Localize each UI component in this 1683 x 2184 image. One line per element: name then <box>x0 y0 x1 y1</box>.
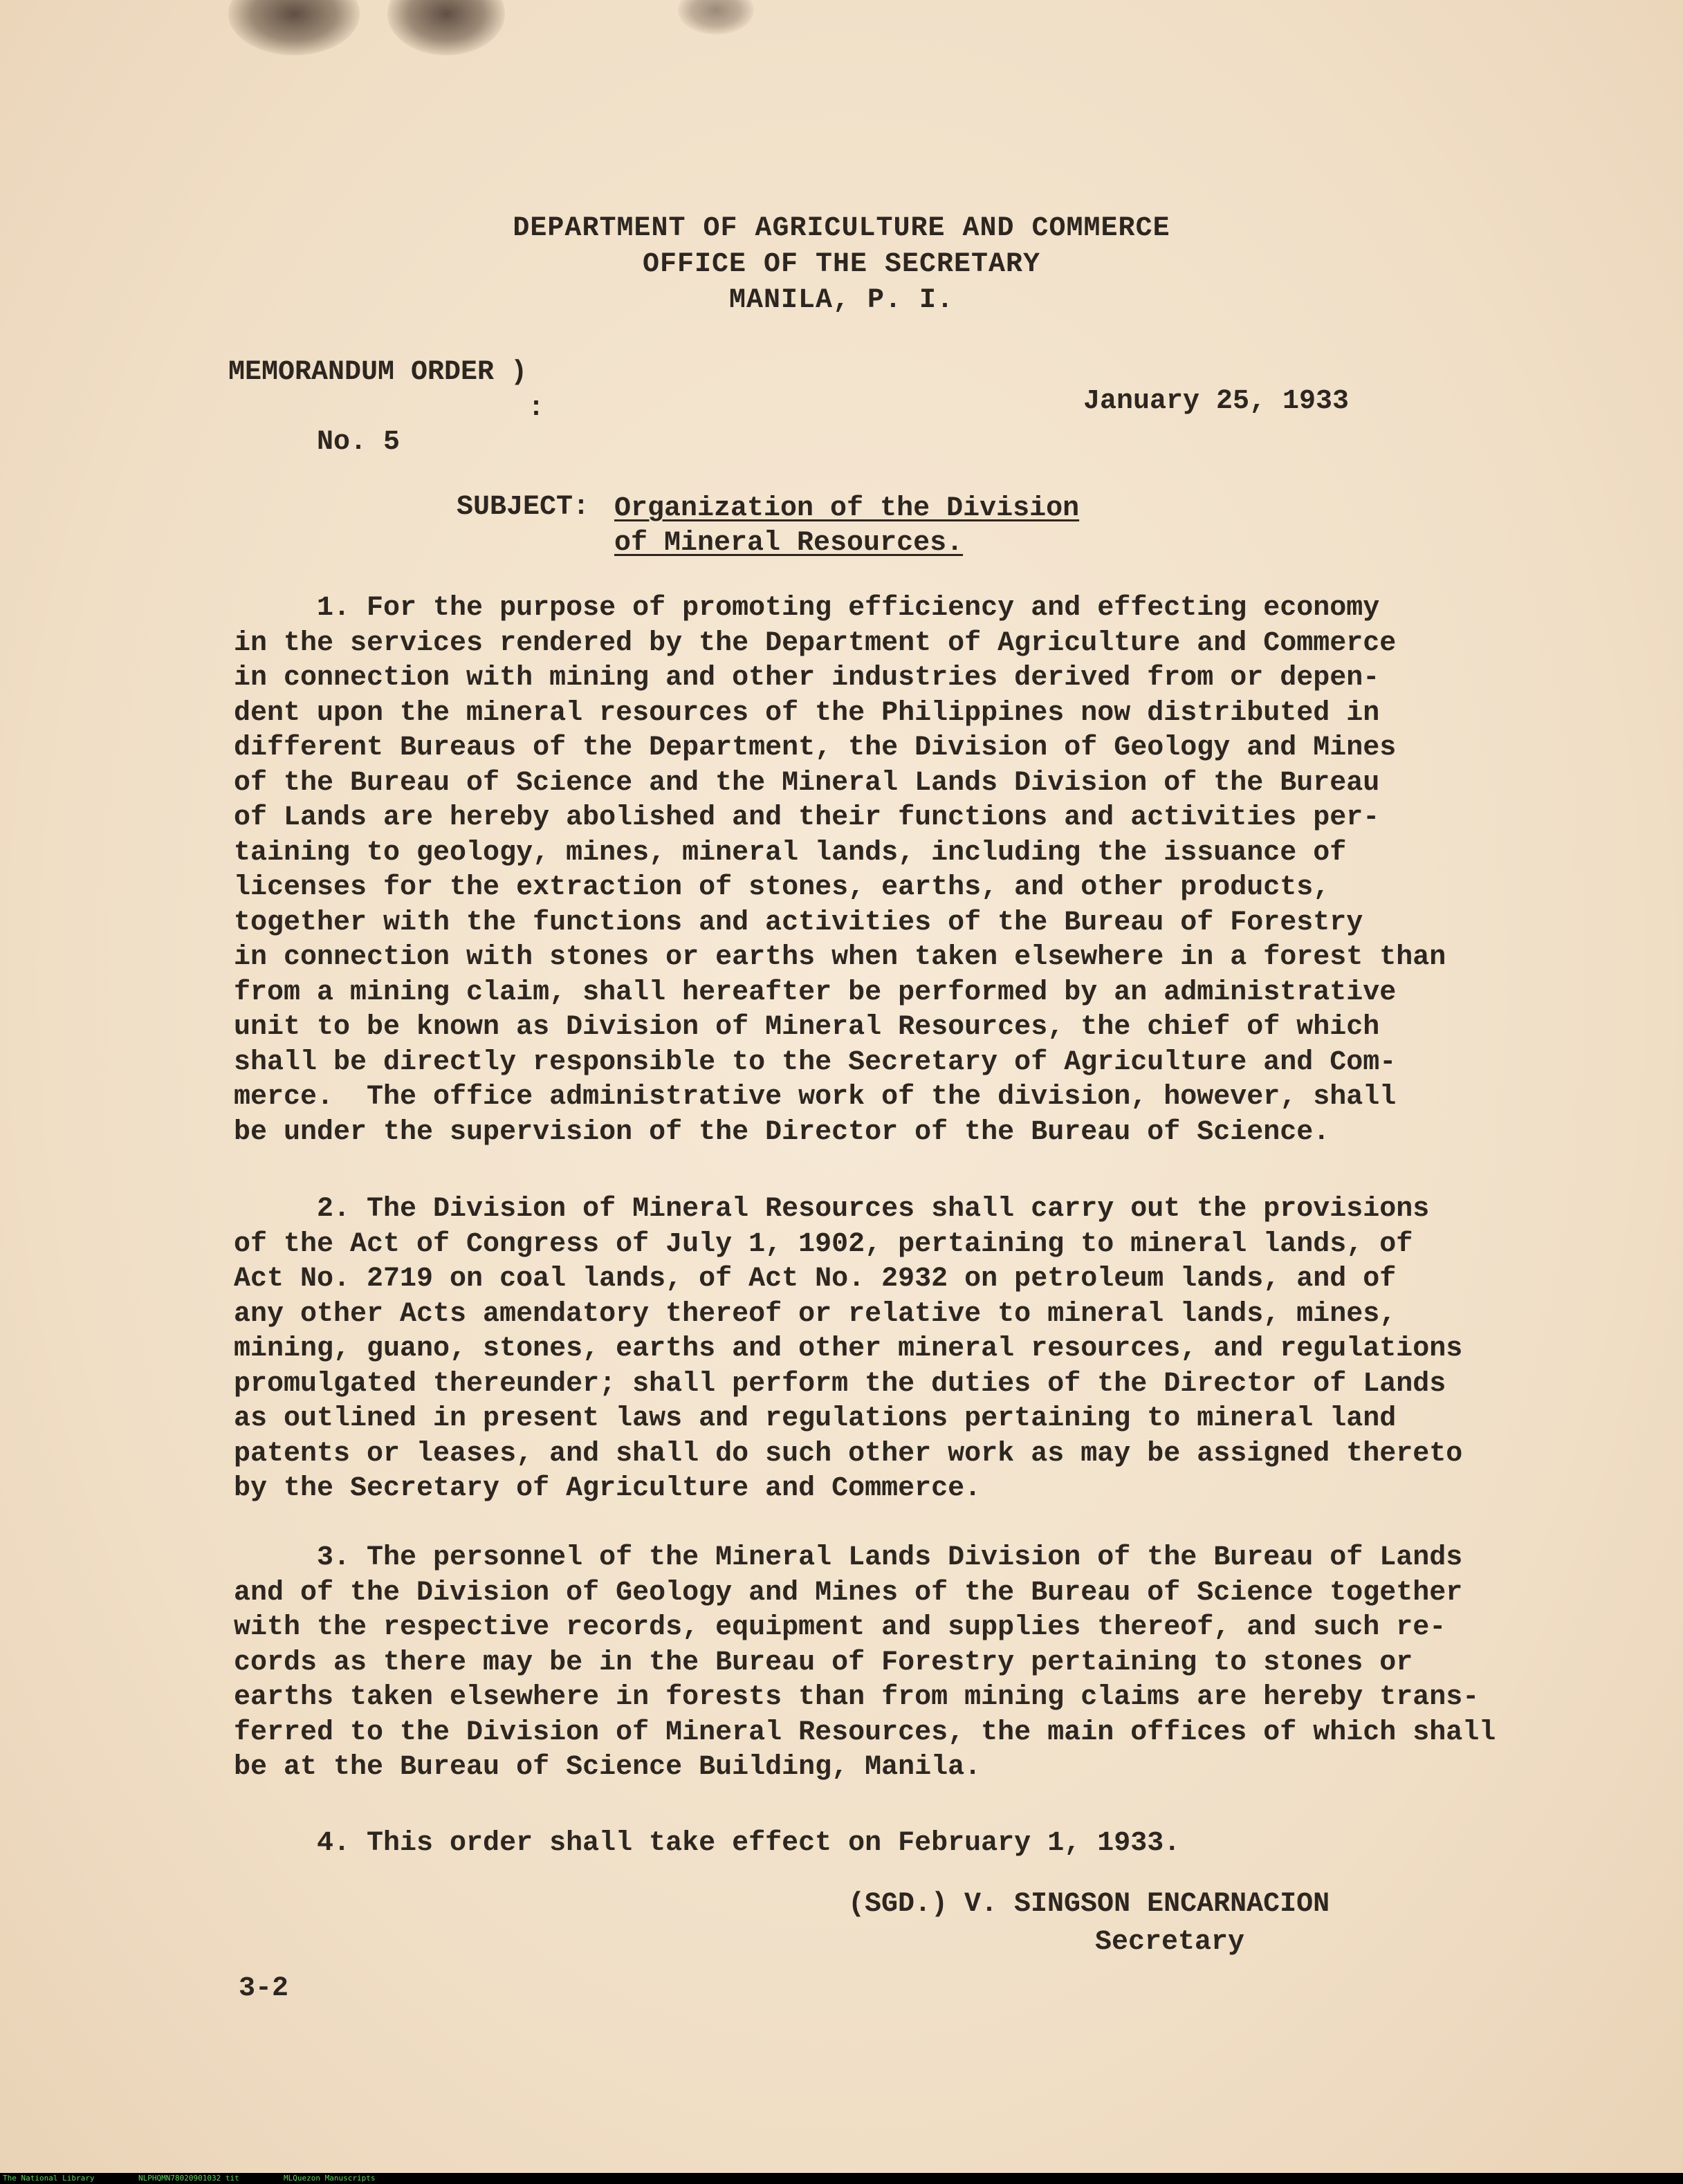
scan-footer-library: The National Library <box>3 2174 95 2183</box>
scan-footer-file: NLPHQMN78020901032 tit <box>138 2174 239 2183</box>
subject-text <box>614 492 1079 561</box>
letterhead-location: MANILA, P. I. <box>728 285 955 316</box>
scan-footer-collection: MLQuezon Manuscripts <box>284 2174 376 2183</box>
text-line: as outlined in present laws and regulations pertaining to mineral land <box>234 1403 1397 1434</box>
text-line: and of the Division of Geology and Mines of the Bureau of Science together <box>234 1577 1463 1609</box>
paragraph-4 <box>234 1826 1180 1862</box>
text-line: together with the functions and activities of the Bureau of Forestry <box>234 907 1363 938</box>
text-line: shall be directly responsible to the Secretary of Agriculture and Com- <box>234 1046 1397 1078</box>
subject-line: of Mineral Resources. <box>614 528 964 559</box>
memo-date: January 25, 1933 <box>1083 386 1350 417</box>
text-line: be under the supervision of the Director of the Bureau of Science. <box>234 1116 1330 1148</box>
text-line: patents or leases, and shall do such other work as may be assigned thereto <box>234 1438 1463 1470</box>
text-line: promulgated thereunder; shall perform the duties of the Director of Lands <box>234 1368 1446 1400</box>
text-line: in connection with mining and other industries derived from or depen- <box>234 663 1380 694</box>
memorandum-colon: : <box>528 393 545 424</box>
page-reference: 3-2 <box>239 1973 289 2004</box>
text-line: of Lands are hereby abolished and their functions and activities per- <box>234 802 1380 833</box>
text-line: earths taken elsewhere in forests than from mining claims are hereby trans- <box>234 1682 1480 1713</box>
text-line: dent upon the mineral resources of the Philippines now distributed in <box>234 697 1380 729</box>
text-line: 4. This order shall take effect on February 1, 1933. <box>234 1828 1181 1859</box>
text-line: Act No. 2719 on coal lands, of Act No. 2932 on petroleum lands, and of <box>234 1264 1397 1295</box>
signature-name: (SGD.) V. SINGSON ENCARNACION <box>848 1889 1330 1920</box>
text-line: 3. The personnel of the Mineral Lands Division of the Bureau of Lands <box>234 1542 1463 1573</box>
text-line: licenses for the extraction of stones, earths, and other products, <box>234 872 1330 903</box>
paragraph-1 <box>234 591 1446 1150</box>
text-line: any other Acts amendatory thereof or relative to mineral lands, mines, <box>234 1298 1397 1330</box>
text-line: be at the Bureau of Science Building, Manila. <box>234 1752 982 1783</box>
text-line: different Bureaus of the Department, the Division of Geology and Mines <box>234 732 1397 764</box>
text-line: with the respective records, equipment and supplies thereof, and such re- <box>234 1612 1446 1643</box>
paper-stain <box>387 0 505 55</box>
text-line: of the Act of Congress of July 1, 1902, pertaining to mineral lands, of <box>234 1228 1413 1260</box>
text-line: in the services rendered by the Department of Agriculture and Commerce <box>234 627 1397 659</box>
text-line: in connection with stones or earths when taken elsewhere in a forest than <box>234 942 1446 973</box>
text-line: merce. The office administrative work of the division, however, shall <box>234 1082 1397 1113</box>
text-line: 1. For the purpose of promoting efficiency and effecting economy <box>234 593 1380 624</box>
paper-stain <box>678 0 754 35</box>
memorandum-order-label: MEMORANDUM ORDER ) <box>228 357 528 388</box>
text-line: cords as there may be in the Bureau of Forestry pertaining to stones or <box>234 1647 1413 1678</box>
subject-line: Organization of the Division <box>614 493 1080 524</box>
text-line: mining, guano, stones, earths and other mineral resources, and regulations <box>234 1333 1463 1364</box>
text-line: taining to geology, mines, mineral lands, including the issuance of <box>234 837 1347 869</box>
text-line: by the Secretary of Agriculture and Commerce. <box>234 1473 982 1504</box>
paper-stain <box>228 0 360 55</box>
text-line: 2. The Division of Mineral Resources shall carry out the provisions <box>234 1194 1430 1225</box>
text-line: of the Bureau of Science and the Mineral Lands Division of the Bureau <box>234 767 1380 799</box>
paragraph-2 <box>234 1192 1462 1507</box>
subject-label: SUBJECT: <box>457 492 590 523</box>
memo-number: No. 5 <box>317 427 401 458</box>
text-line: ferred to the Division of Mineral Resources, the main offices of which shall <box>234 1716 1496 1748</box>
text-line: unit to be known as Division of Mineral Resources, the chief of which <box>234 1012 1380 1043</box>
scan-footer-bar <box>0 2173 1683 2184</box>
paragraph-3 <box>234 1541 1496 1786</box>
letterhead-office: OFFICE OF THE SECRETARY <box>642 249 1041 280</box>
text-line: from a mining claim, shall hereafter be performed by an administrative <box>234 977 1397 1008</box>
letterhead-department: DEPARTMENT OF AGRICULTURE AND COMMERCE <box>513 213 1170 244</box>
signature-title: Secretary <box>1095 1927 1245 1958</box>
